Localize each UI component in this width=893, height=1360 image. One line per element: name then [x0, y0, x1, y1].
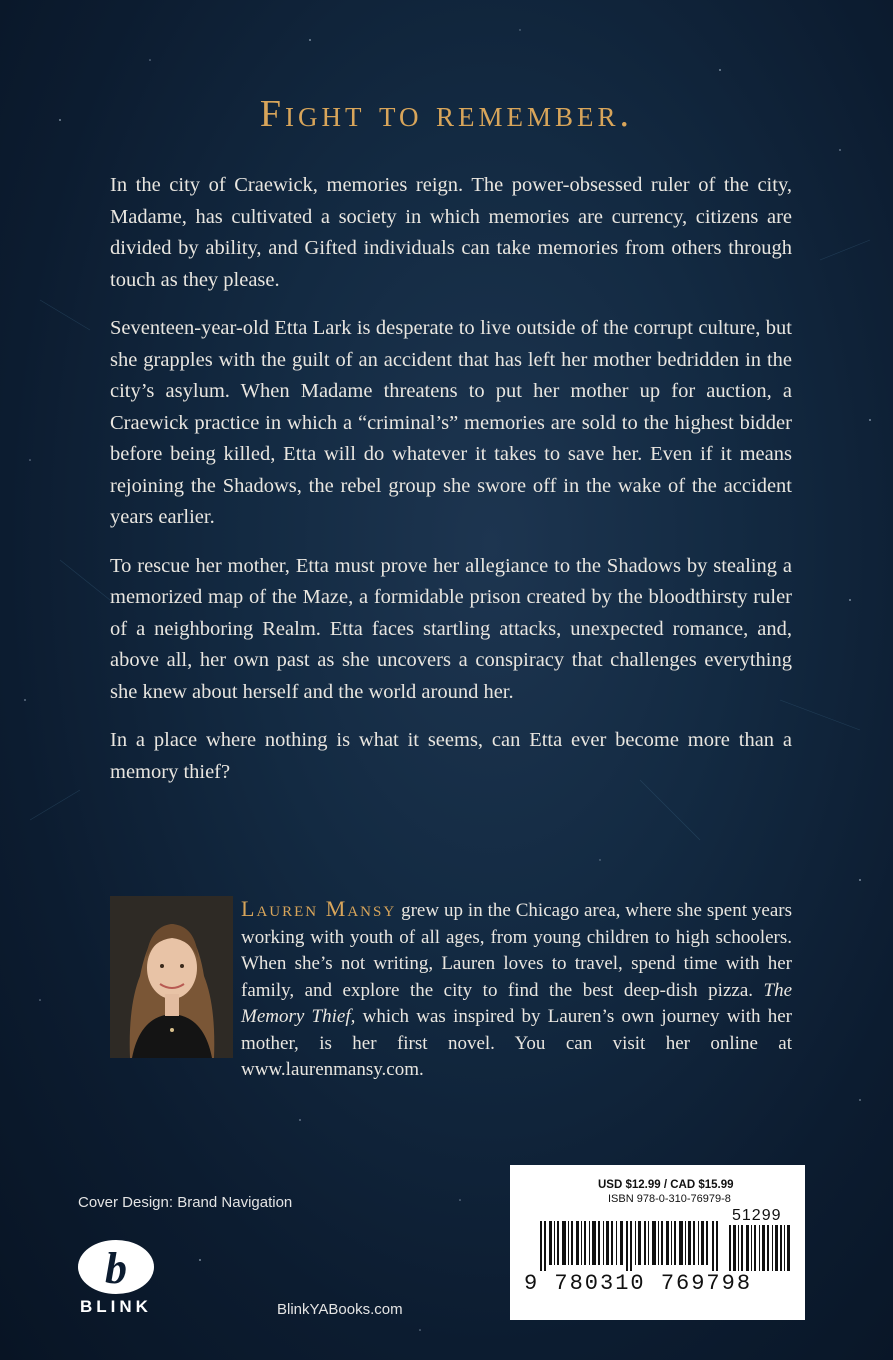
- headline: Fight to remember.: [259, 93, 634, 135]
- author-section: [110, 896, 792, 1080]
- author-name: Lauren Mansy: [241, 896, 397, 921]
- price-addon-number: 51299: [732, 1207, 782, 1224]
- ean-number: 9 780310 769798: [524, 1271, 753, 1296]
- description-paragraph: In a place where nothing is what it seems, can Etta ever become more than a memory thief?: [110, 729, 792, 783]
- cover-design-credit: Cover Design: Brand Navigation: [78, 1194, 293, 1211]
- description-paragraph: In the city of Craewick, memories reign. The power-obsessed ruler of the city, Madame, has cultivated a society in which memories are currency, citizens are divided by ability, and Gifted individuals can take memories from others through touch as they please.: [110, 174, 792, 291]
- bio-text: grew up in the Chicago area, where she spent years working with youth of all ages, from young children to high schoolers. When she’s not writing, Lauren loves to travel, spend time with her family, and explore the city to find the best deep-dish pizza.: [241, 900, 792, 1001]
- barcode-block: [510, 1165, 805, 1320]
- publisher-website: BlinkYABooks.com: [277, 1301, 403, 1318]
- description-paragraph: To rescue her mother, Etta must prove her allegiance to the Shadows by stealing a memorized map of the Maze, a formidable prison created by the bloodthirsty ruler of a neighboring Realm. Etta faces startling attacks, unexpected romance, and, above all, her own past as she uncovers a conspiracy that challenges everything she knew about herself and the world around her.: [110, 554, 792, 703]
- bio-text-continued: which was inspired by Lauren’s own journey with her mother, is her first novel. You can visit her online at www.laurenmansy.com.: [241, 1006, 792, 1080]
- book-description: [110, 170, 792, 805]
- price-label: USD $12.99 / CAD $15.99: [598, 1179, 734, 1191]
- publisher-logo: [75, 1237, 157, 1327]
- publisher-name: BLINK: [80, 1297, 152, 1316]
- description-paragraph: Seventeen-year-old Etta Lark is desperate to live outside of the corrupt culture, but she grapples with the guilt of an accident that has left her mother bedridden in the city’s asylum. When Madame threatens to put her mother up for auction, a Craewick practice in which a “criminal’s” memories are sold to the highest bidder before being killed, Etta will do whatever it takes to save her. Even if it means rejoining the Shadows, the rebel group she swore off in the wake of the accident years earlier.: [110, 317, 792, 528]
- author-bio: [241, 896, 792, 1084]
- svg-text:b: b: [105, 1244, 127, 1293]
- price-barcode: [729, 1225, 791, 1271]
- isbn-barcode: [540, 1221, 718, 1271]
- isbn-label: ISBN 978-0-310-76979-8: [608, 1193, 731, 1205]
- author-photo: [110, 896, 233, 1058]
- book-title: The Memory Thief,: [241, 979, 792, 1027]
- blink-logo-icon: [75, 1237, 157, 1297]
